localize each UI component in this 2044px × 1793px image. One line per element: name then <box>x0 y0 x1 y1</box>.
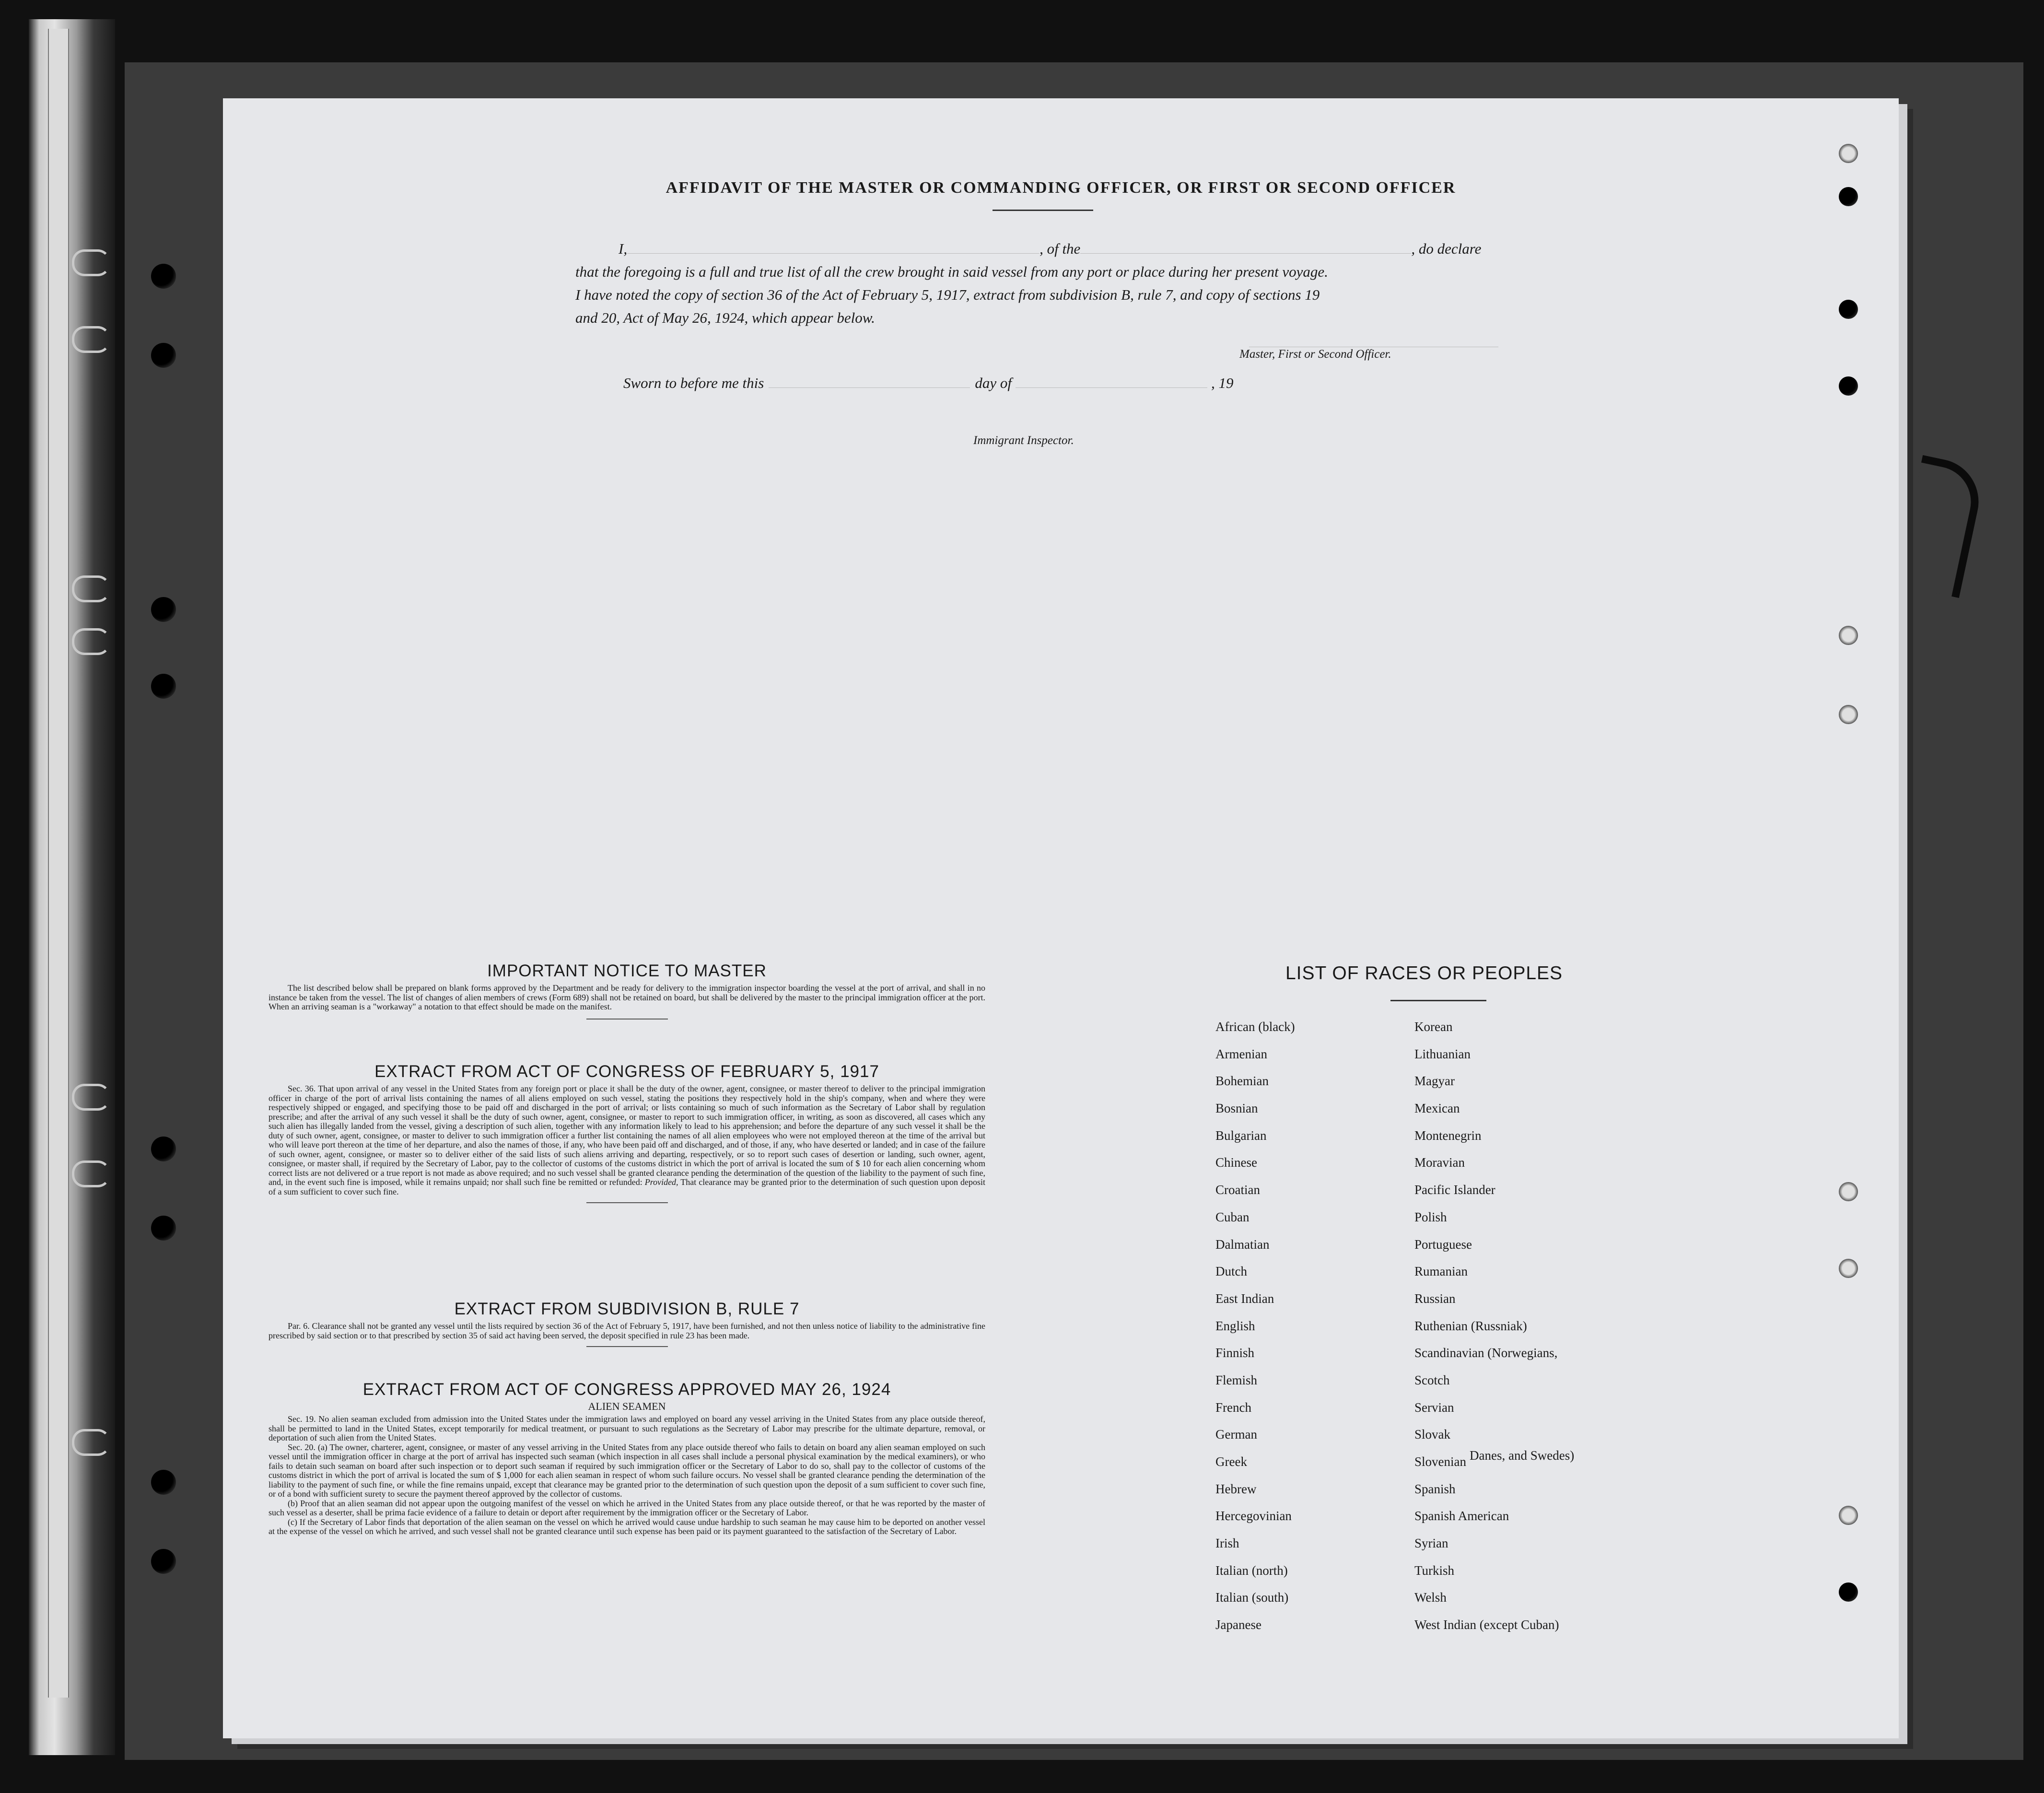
punch-hole <box>151 1549 176 1574</box>
binder-ring <box>72 1084 110 1111</box>
sworn-label: Sworn to before me this <box>623 375 764 391</box>
race-item: Bosnian <box>1215 1101 1258 1116</box>
race-item: Italian (south) <box>1215 1590 1289 1605</box>
punch-hole <box>1839 187 1858 206</box>
document-page <box>223 98 1899 1738</box>
race-item: Rumanian <box>1414 1264 1468 1279</box>
binder-ring <box>72 575 110 602</box>
day-blank <box>769 387 970 388</box>
punch-hole <box>1839 144 1858 163</box>
name-blank <box>627 253 1040 254</box>
proviso: Provided, <box>644 1177 678 1187</box>
race-item: Dalmatian <box>1215 1237 1270 1252</box>
race-item: Montenegrin <box>1414 1128 1482 1143</box>
month-blank <box>1016 387 1207 388</box>
punch-hole <box>1839 300 1858 319</box>
sec20b-text: (b) Proof that an alien seaman did not appear upon the outgoing manifest of the vessel on which he arrived in the United States from any place outside thereof, or that he was reported by the master of such vessel as a deserter, shall be prima facie evidence of a failure to detain or deport after requirement by the immigration officer or the Secretary of Labor. <box>269 1498 985 1517</box>
affidavit-line-4: and 20, Act of May 26, 1924, which appear below. <box>575 309 875 326</box>
punch-hole <box>1839 1506 1858 1525</box>
race-item: German <box>1215 1427 1257 1442</box>
punch-hole <box>1839 1259 1858 1278</box>
punch-hole <box>151 343 176 368</box>
race-item: Scandinavian (Norwegians, <box>1414 1346 1558 1360</box>
rule7-section <box>269 1300 985 1347</box>
sec20a-text: Sec. 20. (a) The owner, charterer, agent, consignee, or master of any vessel arriving in the United States from any place outside thereof who fails to detain on board any alien seaman employed on such vessel until the immigration officer in charge at the port of arrival has inspected such seaman (which inspection in all cases shall include a personal physical examination by the medical examiners), or who fails to detain such seaman on board after such inspection or to deport such seaman if required by such immigration officer or the Secretary of Labor to do so, shall pay to the collector of customs of the customs district in which the port of arrival is located the sum of $ 1,000 for each alien seaman in respect of whom such failure occurs. No vessel shall be granted clearance pending the determination of the liability to the payment of such fine, or while the fine remains unpaid, except that clearance may be granted prior to the determination of such question upon the deposit of a sum sufficient to cover such fine, or of a bond with sufficient surety to secure the payment thereof approved by the collector of customs. <box>269 1442 985 1499</box>
punch-hole <box>1839 1182 1858 1201</box>
race-item: Slovenian <box>1414 1454 1466 1469</box>
punch-hole <box>1839 1582 1858 1602</box>
year-label: , 19 <box>1211 375 1234 391</box>
race-item: Lithuanian <box>1414 1046 1471 1061</box>
rule7-text: Par. 6. Clearance shall not be granted any vessel until the lists required by section 36 of the Act of February 5, 1917, have been furnished, and not then unless notice of liability to the administrative fine prescribed by said section or to that prescribed by section 35 of said act having been served, the deposit specified in rule 23 has been made. <box>269 1321 985 1340</box>
punch-hole <box>151 1216 176 1241</box>
binder-strip <box>48 29 69 1698</box>
day-of-label: day of <box>975 375 1012 391</box>
binder-ring <box>72 326 110 353</box>
sec36-text-end: That clearance may be granted prior to the determination of such question upon deposit of a sum sufficient to cover such fine. <box>269 1177 985 1196</box>
race-item: Korean <box>1414 1020 1453 1034</box>
notice-section <box>269 961 985 1020</box>
vessel-blank <box>1080 253 1411 254</box>
race-item: French <box>1215 1400 1251 1415</box>
affidavit-line-1 <box>575 237 1563 260</box>
notice-title: IMPORTANT NOTICE TO MASTER <box>487 961 767 980</box>
race-item: Spanish American <box>1414 1509 1509 1523</box>
section-rule <box>586 1202 668 1203</box>
race-item: Bulgarian <box>1215 1128 1267 1143</box>
punch-hole <box>151 1137 176 1161</box>
race-item: East Indian <box>1215 1291 1274 1306</box>
extract-1917-section <box>269 1062 985 1203</box>
binder-ring <box>72 249 110 276</box>
sec36-text: Sec. 36. That upon arrival of any vessel in the United States from any foreign port or place it shall be the duty of the owner, agent, consignee, or master thereof to deliver to the principal immigration officer in charge of the port of arrival lists containing the names of all aliens employed on such vessel, stating the positions they respectively hold in the ship's company, when and where they were respectively shipped or engaged, and specifying those to be paid off and discharged in the port of arrival; or lists containing so much of such information as the Secretary of Labor shall by regulation prescribe; and after the arrival of any such vessel it shall be the duty of such owner, agent, consignee, or master to report to such immigration officer, in writing, as soon as discovered, all cases which any such alien has illegally landed from the vessel, giving a description of such alien, together with any information likely to lead to his apprehension; and before the departure of any such vessel it shall be the duty of such owner, agent, consignee, or master to deliver to such immigration officer a further list containing the names of all alien employees who were not employed thereon at the time of the arrival but who will leave port thereon at the time of her departure, and also the names of those, if any, who have been paid off and discharged, and of those, if any, who have deserted or landed; and in case of the failure of such owner, agent, consignee, or master so to deliver either of the said lists of such aliens arriving and departing, respectively, or so to report such cases of desertion or landing, such owner, agent, consignee, or master shall, if required by the Secretary of Labor, pay to the collector of customs of the customs district in which the port of arrival is located the sum of $ 10 for each alien concerning whom correct lists are not delivered or a true report is not made as above required; and no such vessel shall be granted clearance pending the determination of the question of the liability to the payment of such fine, and, in the event such fine is imposed, while it remains unpaid; nor shall such fine be remitted or refunded: <box>269 1084 985 1187</box>
race-item: Syrian <box>1414 1536 1448 1551</box>
declare-label: , do declare <box>1411 240 1482 257</box>
races-column-1 <box>1215 1013 1295 1639</box>
race-item: Turkish <box>1414 1563 1455 1578</box>
affidavit-line-3: I have noted the copy of section 36 of the Act of February 5, 1917, extract from subdivision B, rule 7, and copy of sections 19 <box>575 286 1320 303</box>
binder-ring <box>72 628 110 655</box>
race-item: Armenian <box>1215 1046 1267 1061</box>
race-item: Irish <box>1215 1536 1239 1551</box>
section-rule <box>586 1346 668 1347</box>
race-item: Italian (north) <box>1215 1563 1288 1578</box>
race-item: Mexican <box>1414 1101 1460 1116</box>
race-item: Slovak <box>1414 1427 1451 1442</box>
extract-1924-section <box>269 1380 985 1536</box>
races-rule <box>1390 1000 1486 1001</box>
extract-1924-title: EXTRACT FROM ACT OF CONGRESS APPROVED MAY 26, 1924 <box>362 1380 891 1399</box>
sworn-line <box>623 372 1343 395</box>
rule7-title: EXTRACT FROM SUBDIVISION B, RULE 7 <box>454 1300 800 1318</box>
race-continuation: Danes, and Swedes) <box>1470 1448 1575 1463</box>
punch-hole <box>151 264 176 289</box>
signature-label: Master, First or Second Officer. <box>1239 348 1391 361</box>
inspector-label: Immigrant Inspector. <box>973 434 1074 447</box>
binder-ring <box>72 1160 110 1187</box>
binder-ring <box>72 1429 110 1456</box>
race-item: Cuban <box>1215 1209 1250 1224</box>
races-column-2 <box>1414 1013 1559 1639</box>
race-item: Flemish <box>1215 1372 1258 1387</box>
punch-hole <box>151 1470 176 1495</box>
race-item: Finnish <box>1215 1346 1255 1360</box>
punch-hole <box>151 597 176 622</box>
race-item: Ruthenian (Russniak) <box>1414 1318 1527 1333</box>
affidavit-i-label: I, <box>619 240 628 257</box>
race-item: Servian <box>1414 1400 1454 1415</box>
punch-hole <box>1839 376 1858 396</box>
races-title: LIST OF RACES OR PEOPLES <box>1285 963 1563 984</box>
notice-text: The list described below shall be prepared on blank forms approved by the Department and be ready for delivery to the immigration inspector boarding the vessel at the port of arrival, and shall in no instance be taken from the vessel. The list of changes of alien members of crews (Form 689) shall not be retained on board, but shall be delivered by the master to the principal immigration officer at the port. When an arriving seaman is a "workaway" a notation to that effect should be made on the manifest. <box>269 983 985 1011</box>
race-item: Bohemian <box>1215 1074 1269 1089</box>
affidavit-title: AFFIDAVIT OF THE MASTER OR COMMANDING OFFICER, OR FIRST OR SECOND OFFICER <box>666 179 1456 197</box>
extract-1917-text <box>269 1084 985 1196</box>
race-item: Japanese <box>1215 1617 1261 1632</box>
sec20c-text: (c) If the Secretary of Labor finds that deportation of the alien seaman on the vessel on which he arrived would cause undue hardship to such seaman he may cause him to be deported on another vessel at the expense of the vessel on which he arrived, and such vessel shall not be granted clearance until such expense has been paid or its payment guaranteed to the satisfaction of the Secretary of Labor. <box>269 1517 985 1536</box>
race-item: Hercegovinian <box>1215 1509 1292 1523</box>
race-item: West Indian (except Cuban) <box>1414 1617 1559 1632</box>
race-item: Magyar <box>1414 1074 1455 1089</box>
race-item: Greek <box>1215 1454 1247 1469</box>
extract-1917-title: EXTRACT FROM ACT OF CONGRESS OF FEBRUARY 5, 1917 <box>374 1062 879 1081</box>
sec19-text: Sec. 19. No alien seaman excluded from admission into the United States under the immigration laws and employed on board any vessel arriving in the United States from any place outside thereof, shall be permitted to land in the United States, except temporarily for medical treatment, or pursuant to such regulations as the Secretary of Labor may prescribe for the ultimate departure, removal, or deportation of such alien from the United States. <box>269 1414 985 1442</box>
race-item: Portuguese <box>1414 1237 1472 1252</box>
affidavit-line-2: that the foregoing is a full and true list of all the crew brought in said vessel from any port or place during her present voyage. <box>575 263 1328 280</box>
punch-hole <box>151 674 176 699</box>
alien-seamen-subtitle: ALIEN SEAMEN <box>588 1400 666 1412</box>
race-item: Dutch <box>1215 1264 1247 1279</box>
race-item: Pacific Islander <box>1414 1183 1495 1197</box>
race-item: Russian <box>1414 1291 1456 1306</box>
race-item: Welsh <box>1414 1590 1447 1605</box>
punch-hole <box>1839 626 1858 645</box>
race-item: Spanish <box>1414 1481 1456 1496</box>
race-item: English <box>1215 1318 1255 1333</box>
race-item: African (black) <box>1215 1020 1295 1034</box>
race-item: Polish <box>1414 1209 1447 1224</box>
race-item: Croatian <box>1215 1183 1260 1197</box>
race-item: Chinese <box>1215 1155 1257 1170</box>
title-rule <box>993 210 1093 211</box>
race-item: Moravian <box>1414 1155 1465 1170</box>
race-item: Scotch <box>1414 1372 1450 1387</box>
punch-hole <box>1839 705 1858 724</box>
section-rule <box>586 1019 668 1020</box>
of-the-label: , of the <box>1040 240 1081 257</box>
binder-spine <box>29 19 115 1755</box>
race-item: Hebrew <box>1215 1481 1257 1496</box>
